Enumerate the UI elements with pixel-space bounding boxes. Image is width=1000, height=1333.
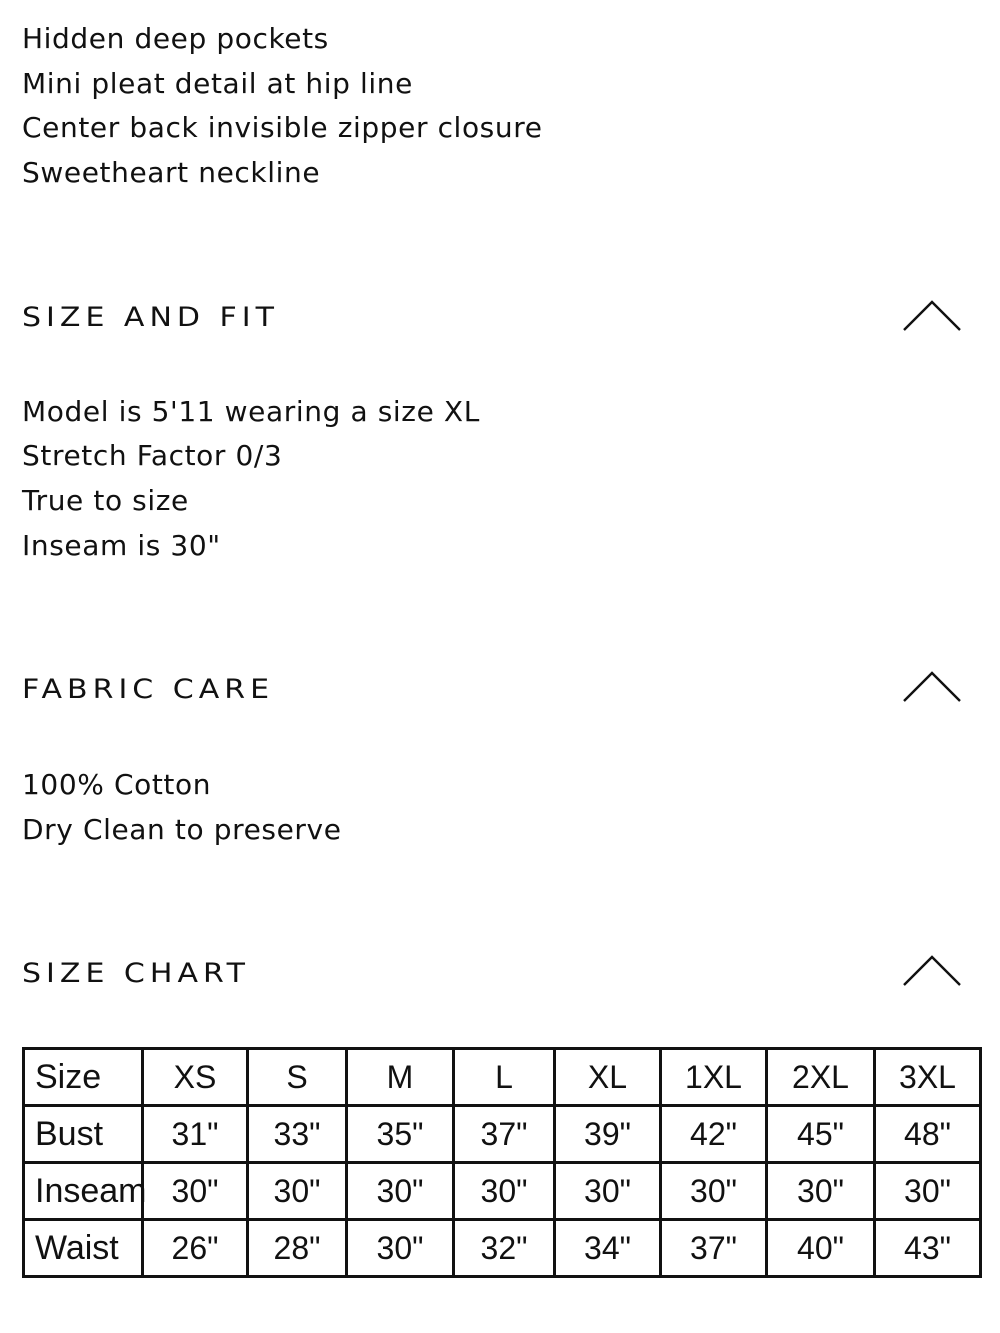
- detail-line: Hidden deep pockets: [22, 22, 329, 55]
- size-header-cell: XS: [143, 1049, 248, 1106]
- size-chart-row-bust: [24, 1106, 981, 1163]
- table-cell: 28": [248, 1220, 347, 1277]
- size-fit-line: True to size: [22, 484, 189, 517]
- table-cell: 30": [555, 1163, 661, 1220]
- size-chart-row-waist: [24, 1220, 981, 1277]
- size-header-cell: 3XL: [875, 1049, 981, 1106]
- size-fit-line: Stretch Factor 0/3: [22, 439, 283, 472]
- table-cell: 30": [875, 1163, 981, 1220]
- size-chart-row-inseam: [24, 1163, 981, 1220]
- table-cell: 32": [454, 1220, 555, 1277]
- size-chart-heading[interactable]: SIZE CHART: [22, 957, 250, 990]
- table-cell: 45": [767, 1106, 875, 1163]
- table-cell: 40": [767, 1220, 875, 1277]
- size-header-cell: L: [454, 1049, 555, 1106]
- table-cell: 34": [555, 1220, 661, 1277]
- table-cell: 30": [347, 1220, 454, 1277]
- table-cell: 30": [248, 1163, 347, 1220]
- detail-line: Center back invisible zipper closure: [22, 111, 543, 144]
- table-cell: 37": [661, 1220, 767, 1277]
- table-cell: 39": [555, 1106, 661, 1163]
- table-cell: 48": [875, 1106, 981, 1163]
- size-header-cell: M: [347, 1049, 454, 1106]
- detail-line: Mini pleat detail at hip line: [22, 67, 413, 100]
- row-label-cell: Inseam: [24, 1163, 143, 1220]
- table-cell: 30": [347, 1163, 454, 1220]
- table-cell: 30": [767, 1163, 875, 1220]
- row-label-cell: Waist: [24, 1220, 143, 1277]
- size-chart-header-row: [24, 1049, 981, 1106]
- table-cell: 30": [661, 1163, 767, 1220]
- fabric-care-heading[interactable]: FABRIC CARE: [22, 673, 275, 706]
- size-fit-heading[interactable]: SIZE AND FIT: [22, 301, 279, 334]
- table-cell: 43": [875, 1220, 981, 1277]
- table-cell: 26": [143, 1220, 248, 1277]
- row-label-cell: Bust: [24, 1106, 143, 1163]
- table-cell: 30": [143, 1163, 248, 1220]
- size-fit-line: Model is 5'11 wearing a size XL: [22, 395, 480, 428]
- chevron-up-icon[interactable]: [902, 300, 962, 332]
- size-header-cell: 2XL: [767, 1049, 875, 1106]
- table-cell: 35": [347, 1106, 454, 1163]
- table-cell: 31": [143, 1106, 248, 1163]
- fabric-care-line: Dry Clean to preserve: [22, 813, 342, 846]
- table-cell: 37": [454, 1106, 555, 1163]
- fabric-care-line: 100% Cotton: [22, 768, 212, 801]
- size-header-cell: Size: [24, 1049, 143, 1106]
- size-chart-table: [22, 1047, 982, 1278]
- table-cell: 42": [661, 1106, 767, 1163]
- chevron-up-icon[interactable]: [902, 671, 962, 703]
- size-fit-line: Inseam is 30": [22, 529, 221, 562]
- detail-line: Sweetheart neckline: [22, 156, 321, 189]
- size-header-cell: XL: [555, 1049, 661, 1106]
- size-header-cell: 1XL: [661, 1049, 767, 1106]
- chevron-up-icon[interactable]: [902, 955, 962, 987]
- table-cell: 33": [248, 1106, 347, 1163]
- size-header-cell: S: [248, 1049, 347, 1106]
- table-cell: 30": [454, 1163, 555, 1220]
